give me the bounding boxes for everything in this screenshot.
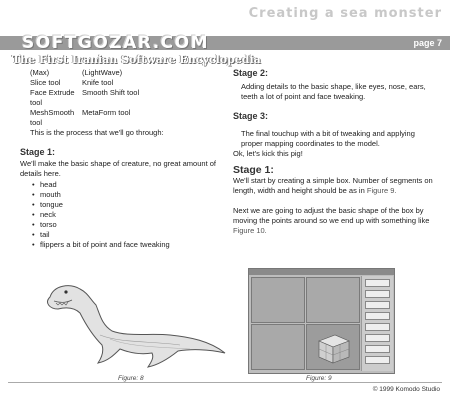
tool-cell: MetaForm tool <box>82 108 131 117</box>
list-item: • tail <box>40 230 220 240</box>
list-item: • torso <box>40 220 220 230</box>
right-column <box>233 68 438 236</box>
next-text <box>233 206 438 236</box>
stage-1b-heading: Stage 1: <box>233 164 274 176</box>
figure-9-caption: Figure: 9 <box>306 375 332 382</box>
stage-3-heading: Stage 3: <box>233 111 269 121</box>
list-item: • head <box>40 180 220 190</box>
process-intro: This is the process that we'll go through: <box>30 128 164 137</box>
left-column <box>20 68 220 250</box>
list-item: • flippers a bit of point and face tweaking <box>40 240 220 250</box>
tool-button[interactable] <box>365 334 390 342</box>
stage-1b-text <box>233 176 438 196</box>
sea-monster-sketch <box>40 275 230 370</box>
list-item: • neck <box>40 210 220 220</box>
tools-head-lightwave: (LightWave) <box>82 68 123 77</box>
tool-cell: MeshSmooth tool <box>30 108 75 127</box>
tool-button[interactable] <box>365 312 390 320</box>
figure-8-caption: Figure: 8 <box>118 375 144 382</box>
list-item: • tongue <box>40 200 220 210</box>
tool-button[interactable] <box>365 323 390 331</box>
tool-cell: Face Extrude tool <box>30 88 75 107</box>
figure-9-link[interactable]: Figure 9. <box>366 186 397 195</box>
figure-10-link[interactable]: Figure 10. <box>233 226 267 235</box>
tools-head-max: (Max) <box>30 68 50 77</box>
tool-button[interactable] <box>365 301 390 309</box>
tools-table <box>30 68 220 128</box>
stage-1-heading: Stage 1: <box>20 147 56 157</box>
cube-shape <box>307 325 359 369</box>
list-item: • mouth <box>40 190 220 200</box>
page-number: page 7 <box>413 38 442 48</box>
tool-button[interactable] <box>365 345 390 353</box>
viewport-bottom-left <box>251 324 305 370</box>
copyright: © 1999 Komodo Studio <box>372 386 440 393</box>
viewport-top-left <box>251 277 305 323</box>
viewport-top-right <box>306 277 360 323</box>
app-menubar <box>249 269 394 275</box>
tool-cell: Smooth Shift tool <box>82 88 140 97</box>
stage-1b-body: We'll start by creating a simple box. Number of segments on length, width and height should be as in <box>233 176 433 195</box>
stage-2-text: Adding details to the basic shape, like eyes, nose, ears, teeth a lot of point and face tweaking. <box>241 82 426 101</box>
watermark-tagline: The First Iranian Software Encyclopedia <box>12 53 261 66</box>
stage-2-heading: Stage 2: <box>233 68 269 78</box>
tool-button[interactable] <box>365 356 390 364</box>
part-list <box>20 180 220 250</box>
viewport-bottom-right <box>306 324 360 370</box>
watermark-logo: SOFTGOZAR.COM <box>22 33 210 53</box>
tool-cell: Slice tool <box>30 78 61 87</box>
figure-9-screenshot <box>248 268 395 374</box>
next-body: Next we are going to adjust the basic shape of the box by moving the points around so we end up with something like <box>233 206 430 225</box>
footer-rule <box>8 382 442 383</box>
tool-cell: Knife tool <box>82 78 114 87</box>
chapter-title: Creating a sea monster <box>248 6 442 21</box>
tool-button[interactable] <box>365 290 390 298</box>
stage-1-text: We'll make the basic shape of creature, no great amount of details here. <box>20 159 216 178</box>
stage-3-text: The final touchup with a bit of tweaking and applying proper mapping coordinates to the model. <box>241 129 415 148</box>
tool-panel <box>361 276 393 371</box>
tool-button[interactable] <box>365 279 390 287</box>
kick-text: Ok, let's kick this pig! <box>233 149 303 158</box>
